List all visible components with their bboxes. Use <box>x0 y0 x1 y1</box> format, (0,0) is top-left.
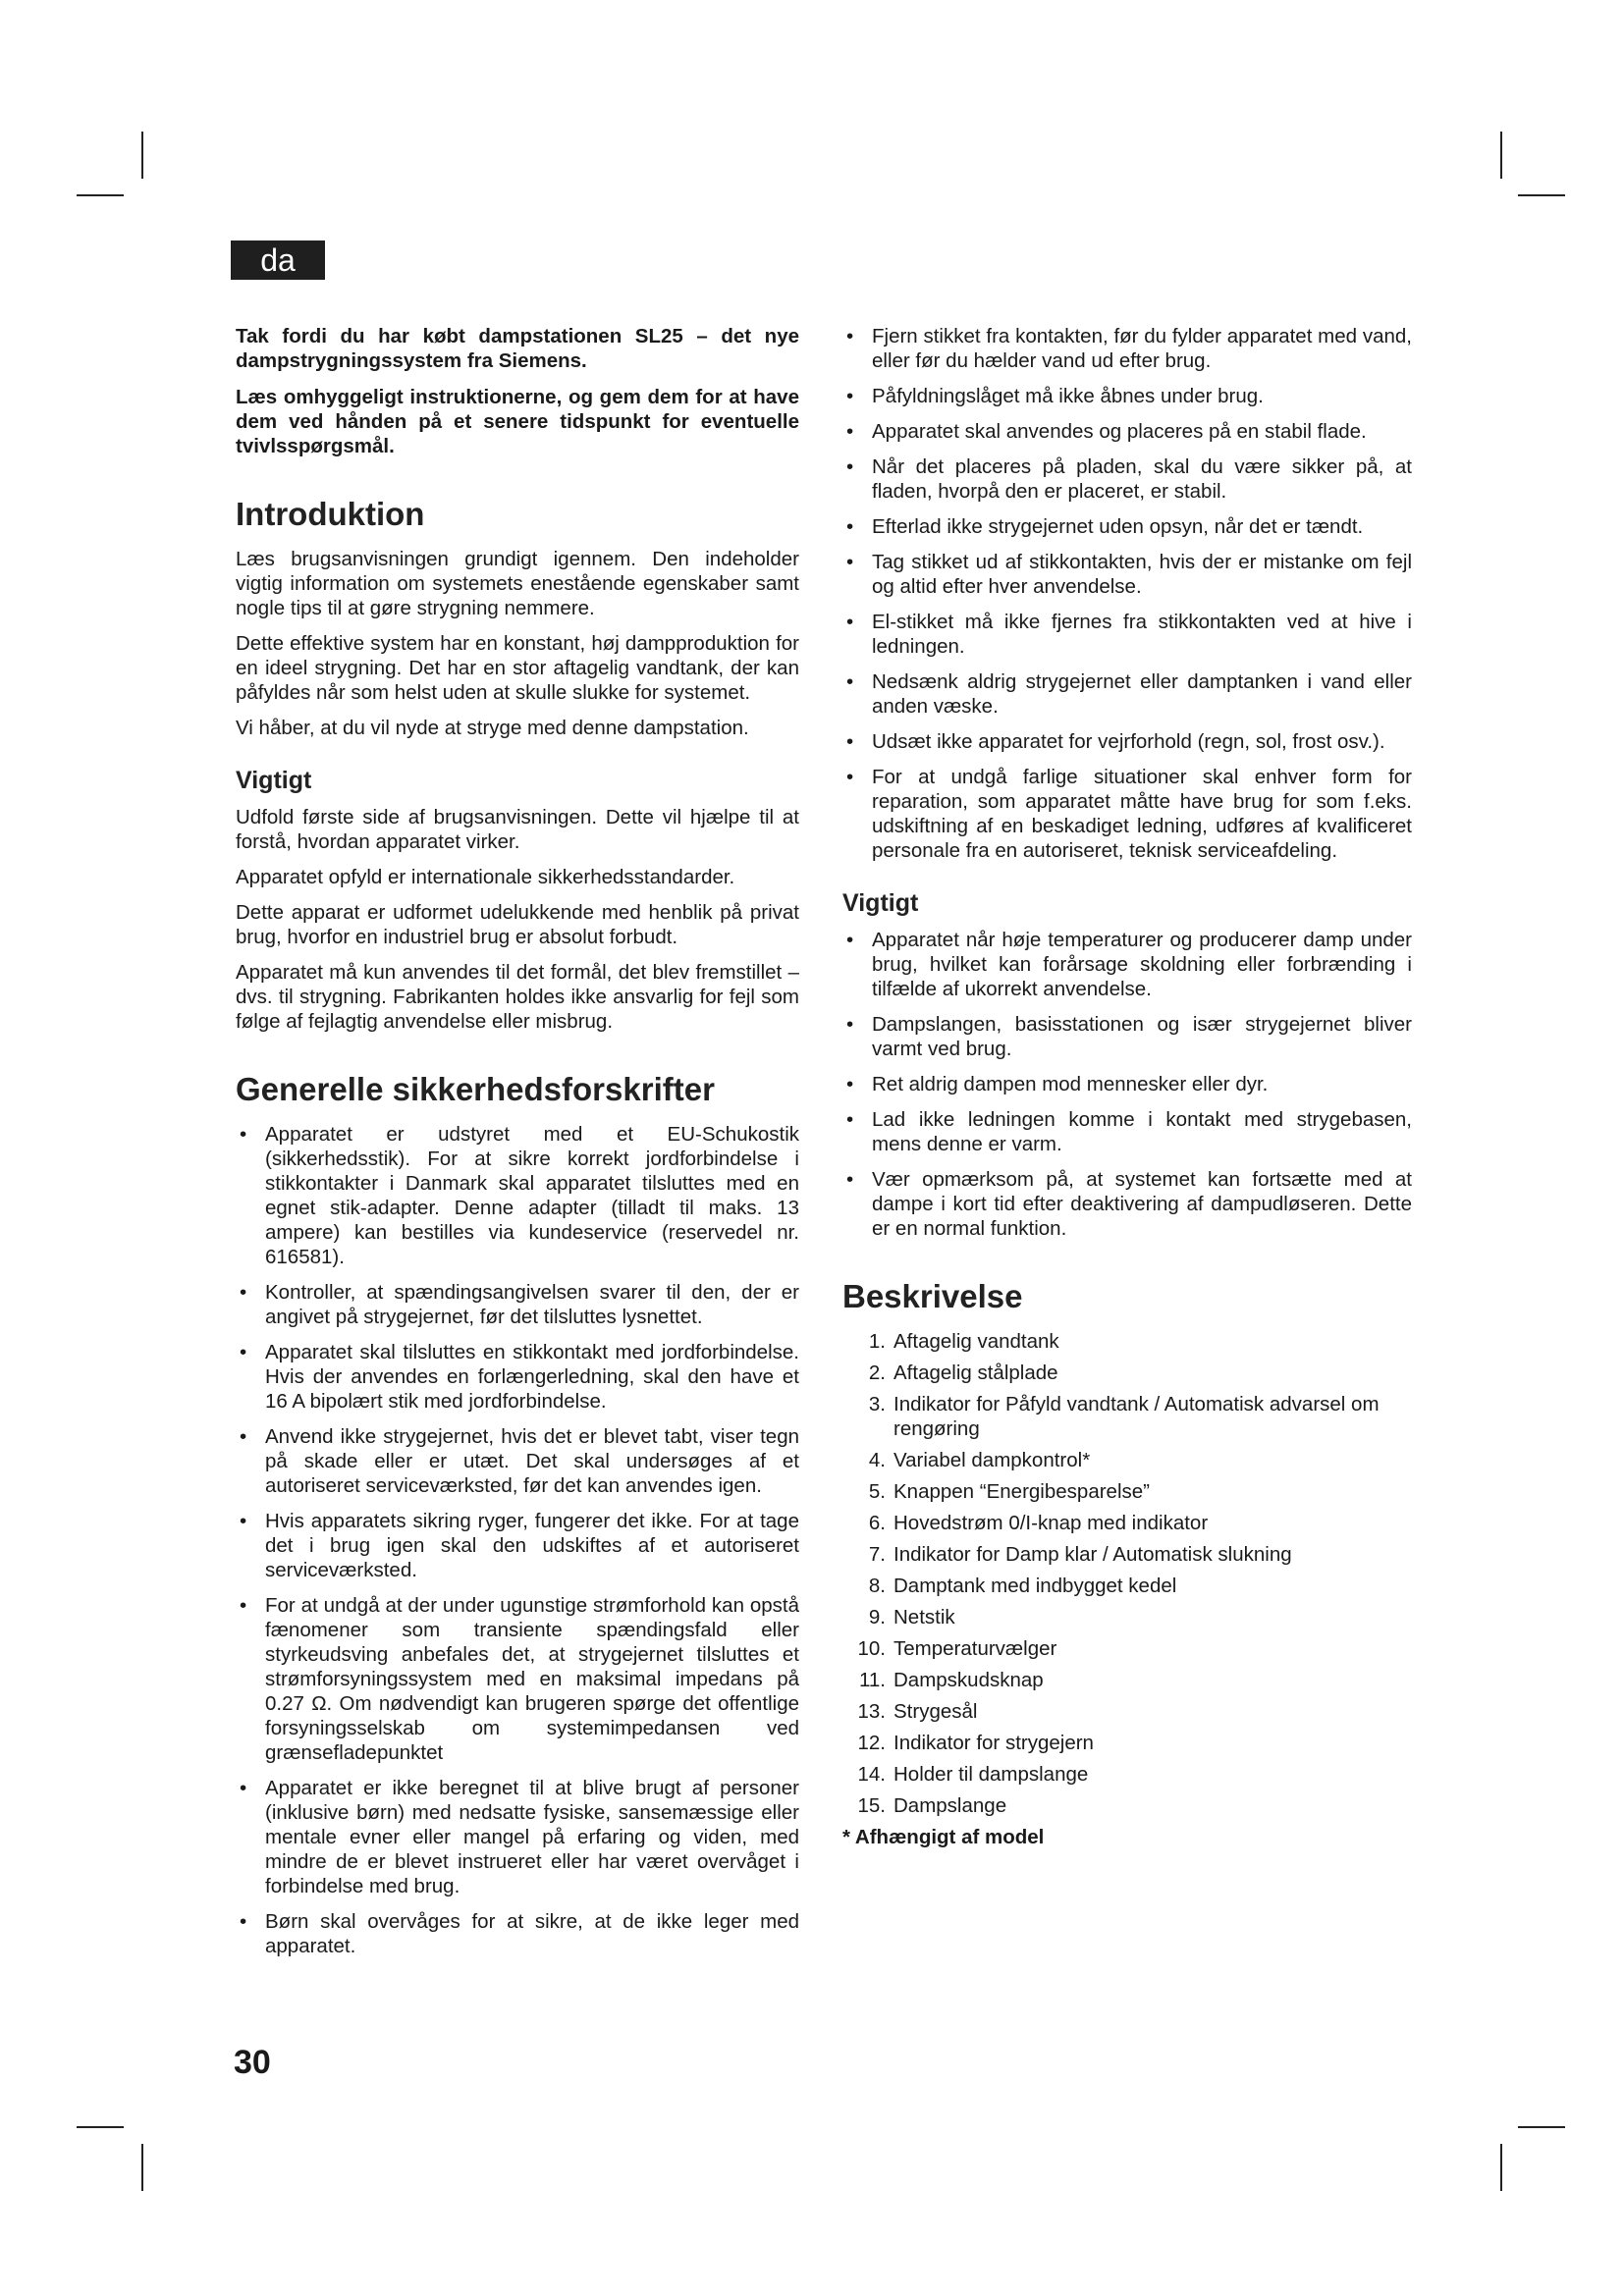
crop-mark-top-left-vertical <box>141 132 143 179</box>
model-footnote: * Afhængigt af model <box>842 1826 1045 1848</box>
left-column <box>236 324 799 1969</box>
safety-item: • Apparatet skal anvendes og placeres på en stabil flade. <box>842 419 1412 444</box>
part-item <box>842 1511 1412 1535</box>
part-label: Netstik <box>893 1606 955 1629</box>
safety-item: • Hvis apparatets sikring ryger, fungerer det ikke. For at tage det i brug igen skal den udskiftes af et autoriseret serviceværksted. <box>236 1509 799 1582</box>
part-number: 10. <box>857 1637 886 1660</box>
crop-mark-top-left-horizontal <box>77 194 124 196</box>
part-label: Dampskudsknap <box>893 1669 1044 1691</box>
part-label: Indikator for strygejern <box>893 1732 1094 1754</box>
safety-item: • Apparatet er ikke beregnet til at blive brugt af personer (inklusive børn) med nedsatte fysiske, sansemæssige eller mentale evner eller mangel på erfaring og viden, med mindre de er blevet instrueret eller har været overvåget i forbindelse med brug. <box>236 1776 799 1898</box>
part-item <box>842 1361 1412 1385</box>
section-heading-sikkerhedsforskrifter: Generelle sikkerhedsforskrifter <box>236 1071 715 1107</box>
right-column <box>842 324 1412 1849</box>
part-number: 3. <box>868 1393 886 1415</box>
page-number: 30 <box>234 2044 271 2081</box>
safety-item: • Kontroller, at spændingsangivelsen svarer til den, der er angivet på strygejernet, før det tilsluttes lysnettet. <box>236 1280 799 1329</box>
part-item <box>842 1479 1412 1504</box>
crop-mark-top-right-vertical <box>1500 132 1502 179</box>
part-label: Temperaturvælger <box>893 1637 1057 1660</box>
part-number: 9. <box>868 1606 886 1629</box>
crop-mark-bottom-right-horizontal <box>1518 2126 1565 2128</box>
part-label: Holder til dampslange <box>893 1763 1089 1786</box>
safety-item: • Børn skal overvåges for at sikre, at de ikke leger med apparatet. <box>236 1909 799 1958</box>
part-number: 4. <box>868 1449 886 1471</box>
safety-list-continued <box>842 324 1412 863</box>
part-number: 1. <box>868 1330 886 1353</box>
part-item <box>842 1329 1412 1354</box>
section-heading-beskrivelse: Beskrivelse <box>842 1278 1023 1314</box>
part-item <box>842 1731 1412 1755</box>
safety-item: • Efterlad ikke strygejernet uden opsyn, når det er tændt. <box>842 514 1412 539</box>
important-list <box>842 928 1412 1241</box>
part-label: Knappen “Energibesparelse” <box>893 1480 1150 1503</box>
safety-item: • Tag stikket ud af stikkontakten, hvis der er mistanke om fejl og altid efter hver anvendelse. <box>842 550 1412 599</box>
part-number: 14. <box>857 1763 886 1786</box>
safety-item: • For at undgå at der under ugunstige strømforhold kan opstå fænomener som transiente spændingsfald eller styrkeudsving anbefales det, at strygejernet tilsluttes et strømforsyningssystem med en maksimal impedans på 0.27 Ω. Om nødvendigt kan brugeren spørge det offentlige forsyningsselskab om systemimpedansen ved grænsefladepunktet <box>236 1593 799 1765</box>
safety-item: • Apparatet er udstyret med et EU-Schukostik (sikkerhedsstik). For at sikre korrekt jordforbindelse i stikkontakter i Danmark skal apparatet tilsluttes med en egnet stik-adapter. Denne adapter (tilladt til maks. 13 ampere) kan bestilles via kundeservice (reservedel nr. 616581). <box>236 1122 799 1269</box>
part-item <box>842 1605 1412 1629</box>
subheading-vigtigt: Vigtigt <box>842 889 919 917</box>
intro-paragraph: Vi håber, at du vil nyde at stryge med denne dampstation. <box>236 717 749 739</box>
important-item: • Apparatet når høje temperaturer og producerer damp under brug, hvilket kan forårsage skoldning eller forbrænding i tilfælde af ukorrekt anvendelse. <box>842 928 1412 1001</box>
lead-paragraph: Tak fordi du har købt dampstationen SL25 – det nye dampstrygningssystem fra Siemens. <box>236 325 799 372</box>
part-item <box>842 1699 1412 1724</box>
part-label: Indikator for Påfyld vandtank / Automatisk advarsel om rengøring <box>893 1393 1380 1440</box>
crop-mark-top-right-horizontal <box>1518 194 1565 196</box>
important-paragraph: Apparatet opfyld er internationale sikkerhedsstandarder. <box>236 866 735 888</box>
safety-item: • Apparatet skal tilsluttes en stikkontakt med jordforbindelse. Hvis der anvendes en forlængerledning, skal den have et 16 A bipolært stik med jordforbindelse. <box>236 1340 799 1414</box>
important-item: • Ret aldrig dampen mod mennesker eller dyr. <box>842 1072 1412 1096</box>
lead-paragraph: Læs omhyggeligt instruktionerne, og gem dem for at have dem ved hånden på et senere tidspunkt for eventuelle tvivlsspørgsmål. <box>236 386 799 457</box>
part-item <box>842 1574 1412 1598</box>
part-number: 13. <box>857 1700 886 1723</box>
important-paragraph: Udfold første side af brugsanvisningen. Dette vil hjælpe til at forstå, hvordan apparatet virker. <box>236 806 799 853</box>
part-number: 6. <box>868 1512 886 1534</box>
part-number: 11. <box>859 1669 886 1691</box>
part-item <box>842 1793 1412 1818</box>
section-heading-introduktion: Introduktion <box>236 496 425 532</box>
part-item <box>842 1636 1412 1661</box>
safety-item: • Nedsænk aldrig strygejernet eller damptanken i vand eller anden væske. <box>842 669 1412 719</box>
part-number: 12. <box>857 1732 886 1754</box>
part-item <box>842 1392 1412 1441</box>
intro-paragraph: Læs brugsanvisningen grundigt igennem. Den indeholder vigtig information om systemets enestående egenskaber samt nogle tips til at gøre strygning nemmere. <box>236 548 799 619</box>
part-number: 2. <box>868 1362 886 1384</box>
part-item <box>842 1762 1412 1787</box>
important-paragraph: Apparatet må kun anvendes til det formål, det blev fremstillet – dvs. til strygning. Fabrikanten holdes ikke ansvarlig for fejl som følge af fejlagtig anvendelse eller misbrug. <box>236 961 799 1033</box>
part-number: 15. <box>857 1794 886 1817</box>
important-item: • Dampslangen, basisstationen og især strygejernet bliver varmt ved brug. <box>842 1012 1412 1061</box>
part-label: Aftagelig stålplade <box>893 1362 1058 1384</box>
safety-item: • Anvend ikke strygejernet, hvis det er blevet tabt, viser tegn på skade eller er utæt. Det skal undersøges af et autoriseret serviceværksted, før det kan anvendes igen. <box>236 1424 799 1498</box>
safety-list <box>236 1122 799 1958</box>
important-paragraph: Dette apparat er udformet udelukkende med henblik på privat brug, hvorfor en industriel brug er absolut forbudt. <box>236 901 799 948</box>
part-label: Variabel dampkontrol* <box>893 1449 1091 1471</box>
parts-list <box>842 1329 1412 1818</box>
part-label: Hovedstrøm 0/I-knap med indikator <box>893 1512 1209 1534</box>
part-label: Dampslange <box>893 1794 1007 1817</box>
part-label: Aftagelig vandtank <box>893 1330 1059 1353</box>
subheading-vigtigt: Vigtigt <box>236 767 312 794</box>
safety-item: • Påfyldningslåget må ikke åbnes under brug. <box>842 384 1412 408</box>
crop-mark-bottom-left-horizontal <box>77 2126 124 2128</box>
important-item: • Lad ikke ledningen komme i kontakt med strygebasen, mens denne er varm. <box>842 1107 1412 1156</box>
part-label: Indikator for Damp klar / Automatisk slukning <box>893 1543 1292 1566</box>
part-label: Damptank med indbygget kedel <box>893 1575 1177 1597</box>
part-label: Strygesål <box>893 1700 978 1723</box>
crop-mark-bottom-right-vertical <box>1500 2144 1502 2191</box>
important-item: • Vær opmærksom på, at systemet kan fortsætte med at dampe i kort tid efter deaktivering af dampudløseren. Dette er en normal funktion. <box>842 1167 1412 1241</box>
language-tag: da <box>231 240 325 280</box>
part-item <box>842 1542 1412 1567</box>
part-item <box>842 1448 1412 1472</box>
part-number: 7. <box>868 1543 886 1566</box>
part-number: 5. <box>868 1480 886 1503</box>
crop-mark-bottom-left-vertical <box>141 2144 143 2191</box>
safety-item: • Fjern stikket fra kontakten, før du fylder apparatet med vand, eller før du hælder vand ud efter brug. <box>842 324 1412 373</box>
safety-item: • Udsæt ikke apparatet for vejrforhold (regn, sol, frost osv.). <box>842 729 1412 754</box>
safety-item: • Når det placeres på pladen, skal du være sikker på, at fladen, hvorpå den er placeret, er stabil. <box>842 454 1412 504</box>
part-item <box>842 1668 1412 1692</box>
part-number: 8. <box>868 1575 886 1597</box>
safety-item: • El-stikket må ikke fjernes fra stikkontakten ved at hive i ledningen. <box>842 610 1412 659</box>
safety-item: • For at undgå farlige situationer skal enhver form for reparation, som apparatet måtte have brug for som f.eks. udskiftning af en beskadiget ledning, udføres af kvalificeret personale fra en autoriseret, teknisk serviceafdeling. <box>842 765 1412 863</box>
intro-paragraph: Dette effektive system har en konstant, høj dampproduktion for en ideel strygning. Det har en stor aftagelig vandtank, der kan påfyldes når som helst uden at skulle slukke for systemet. <box>236 632 799 704</box>
